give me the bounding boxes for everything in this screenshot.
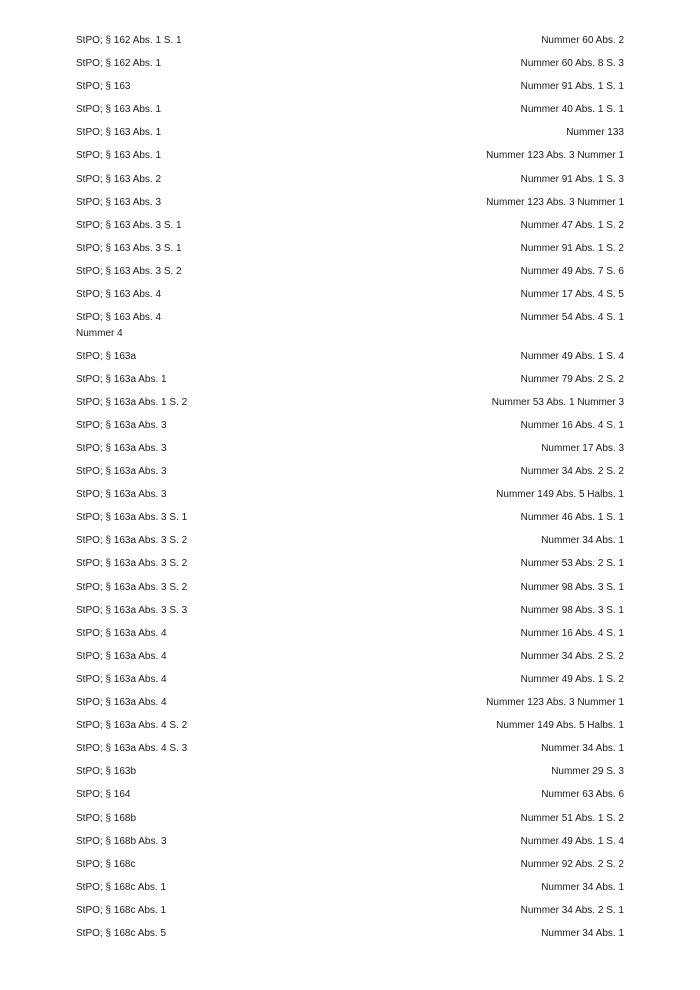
guideline-reference: Nummer 98 Abs. 3 S. 1 [520,604,624,616]
guideline-reference: Nummer 53 Abs. 1 Nummer 3 [491,396,624,408]
index-entry [76,809,624,832]
index-entry [76,531,624,554]
law-citation-text: StPO; § 168c Abs. 1 [76,904,167,916]
law-citation [76,670,167,688]
law-citation [76,31,182,49]
law-citation-text: StPO; § 163a Abs. 3 [76,489,167,501]
law-citation [76,193,161,211]
law-citation [76,531,187,549]
law-citation-text: StPO; § 163a Abs. 3 [76,466,167,478]
law-citation-text: StPO; § 163b [76,766,137,778]
index-entry [76,601,624,624]
law-citation [76,878,166,896]
guideline-reference: Nummer 34 Abs. 1 [541,881,624,893]
law-citation [76,716,187,734]
law-citation-text: StPO; § 163a Abs. 3 S. 2 [76,535,188,547]
index-entry [76,578,624,601]
law-citation-text: StPO; § 163a Abs. 4 S. 2 [76,720,188,732]
law-citation [76,924,166,942]
guideline-reference: Nummer 47 Abs. 1 S. 2 [520,219,624,231]
law-citation-text: StPO; § 163 [76,81,131,93]
law-citation-text: StPO; § 163a [76,350,137,362]
guideline-reference: Nummer 123 Abs. 3 Nummer 1 [486,697,624,709]
law-citation [76,554,187,572]
index-entry [76,285,624,308]
index-entry [76,170,624,193]
law-citation [76,485,167,503]
index-entry [76,31,624,54]
guideline-reference: Nummer 149 Abs. 5 Halbs. 1 [496,720,624,732]
law-citation [76,832,167,850]
index-entry [76,832,624,855]
law-citation-text: StPO; § 163 Abs. 1 [76,127,162,139]
law-citation-text: StPO; § 163 Abs. 4 [76,312,162,324]
law-citation [76,54,161,72]
law-citation [76,416,167,434]
law-citation [76,624,167,642]
guideline-reference: Nummer 51 Abs. 1 S. 2 [520,812,624,824]
index-entry [76,624,624,647]
guideline-reference: Nummer 49 Abs. 1 S. 2 [520,673,624,685]
law-citation-text: StPO; § 168c [76,858,136,870]
law-citation-text: StPO; § 162 Abs. 1 S. 1 [76,35,182,46]
index-entry [76,855,624,878]
law-citation [76,308,161,342]
index-entry [76,693,624,716]
guideline-reference: Nummer 54 Abs. 4 S. 1 [520,312,624,324]
index-entry [76,100,624,123]
index-entry [76,785,624,808]
guideline-reference: Nummer 16 Abs. 4 S. 1 [520,419,624,431]
guideline-reference: Nummer 46 Abs. 1 S. 1 [520,512,624,524]
guideline-reference: Nummer 123 Abs. 3 Nummer 1 [486,150,624,162]
law-citation [76,508,187,526]
guideline-reference: Nummer 34 Abs. 1 [541,927,624,939]
law-citation-continuation: Nummer 4 [76,328,123,340]
law-citation [76,347,136,365]
law-citation-text: StPO; § 163a Abs. 3 [76,419,167,431]
law-citation-text: StPO; § 163 Abs. 1 [76,104,162,116]
guideline-reference: Nummer 34 Abs. 2 S. 2 [520,466,624,478]
law-citation-text: StPO; § 163a Abs. 3 S. 2 [76,581,188,593]
law-citation-text: StPO; § 162 Abs. 1 [76,58,162,70]
law-citation-text: StPO; § 163a Abs. 1 [76,373,167,385]
index-entry [76,485,624,508]
law-citation [76,239,182,257]
guideline-reference: Nummer 92 Abs. 2 S. 2 [520,858,624,870]
guideline-reference: Nummer 149 Abs. 5 Halbs. 1 [496,489,624,501]
guideline-reference: Nummer 60 Abs. 2 [541,35,624,46]
law-citation-text: StPO; § 163a Abs. 4 S. 3 [76,743,188,755]
law-citation-text: StPO; § 163 Abs. 3 S. 2 [76,265,182,277]
law-citation [76,901,166,919]
law-citation-text: StPO; § 163a Abs. 4 [76,627,167,639]
index-entry [76,393,624,416]
index-entry [76,716,624,739]
law-citation-text: StPO; § 163 Abs. 2 [76,173,162,185]
guideline-reference: Nummer 91 Abs. 1 S. 3 [520,173,624,185]
law-citation [76,601,187,619]
guideline-reference: Nummer 98 Abs. 3 S. 1 [520,581,624,593]
law-citation-text: StPO; § 164 [76,789,131,801]
law-citation-text: StPO; § 163a Abs. 4 [76,697,167,709]
index-entry [76,878,624,901]
law-citation [76,462,167,480]
index-entry [76,416,624,439]
law-citation-text: StPO; § 168b Abs. 3 [76,835,167,847]
law-citation [76,146,161,164]
guideline-reference: Nummer 17 Abs. 4 S. 5 [520,289,624,301]
index-entry [76,739,624,762]
law-citation [76,285,161,303]
index-entry [76,901,624,924]
law-citation-text: StPO; § 163a Abs. 4 [76,650,167,662]
index-entry [76,239,624,262]
index-entry [76,554,624,577]
law-citation-text: StPO; § 168c Abs. 1 [76,881,167,893]
law-citation [76,739,187,757]
index-entry [76,370,624,393]
guideline-reference: Nummer 49 Abs. 1 S. 4 [520,835,624,847]
index-entry [76,347,624,370]
law-citation [76,216,182,234]
law-citation-text: StPO; § 163 Abs. 1 [76,150,162,162]
law-citation-text: StPO; § 163a Abs. 1 S. 2 [76,396,188,408]
law-citation [76,785,130,803]
index-entry [76,123,624,146]
guideline-reference: Nummer 34 Abs. 2 S. 1 [520,904,624,916]
index-entry [76,647,624,670]
law-citation [76,100,161,118]
law-citation [76,809,136,827]
law-citation [76,170,161,188]
index-entry [76,262,624,285]
law-citation [76,855,135,873]
law-citation [76,262,182,280]
law-citation [76,123,161,141]
law-citation-text: StPO; § 163a Abs. 3 S. 3 [76,604,188,616]
index-entry [76,146,624,169]
law-citation-text: StPO; § 163a Abs. 3 S. 2 [76,558,188,570]
law-citation-text: StPO; § 163 Abs. 3 S. 1 [76,242,182,254]
law-citation [76,762,136,780]
guideline-reference: Nummer 34 Abs. 1 [541,535,624,547]
guideline-reference: Nummer 123 Abs. 3 Nummer 1 [486,196,624,208]
guideline-reference: Nummer 79 Abs. 2 S. 2 [520,373,624,385]
law-reference-index [76,31,624,947]
index-entry [76,508,624,531]
guideline-reference: Nummer 91 Abs. 1 S. 1 [520,81,624,93]
law-citation-text: StPO; § 168c Abs. 5 [76,927,167,939]
index-entry [76,462,624,485]
index-entry [76,54,624,77]
guideline-reference: Nummer 40 Abs. 1 S. 1 [520,104,624,116]
law-citation-text: StPO; § 163a Abs. 3 [76,443,167,454]
index-entry [76,670,624,693]
index-entry [76,762,624,785]
index-entry [76,924,624,947]
guideline-reference: Nummer 91 Abs. 1 S. 2 [520,242,624,254]
law-citation [76,370,167,388]
law-citation-text: StPO; § 163 Abs. 3 S. 1 [76,219,182,231]
guideline-reference: Nummer 34 Abs. 1 [541,743,624,755]
guideline-reference: Nummer 133 [566,127,624,139]
guideline-reference: Nummer 17 Abs. 3 [541,443,624,454]
law-citation [76,439,167,457]
law-citation [76,647,167,665]
law-citation [76,578,187,596]
index-entry [76,216,624,239]
law-citation-text: StPO; § 163 Abs. 3 [76,196,162,208]
index-entry [76,193,624,216]
index-entry [76,439,624,462]
guideline-reference: Nummer 29 S. 3 [551,766,624,778]
guideline-reference: Nummer 16 Abs. 4 S. 1 [520,627,624,639]
guideline-reference: Nummer 49 Abs. 7 S. 6 [520,265,624,277]
index-entry [76,77,624,100]
law-citation-text: StPO; § 163a Abs. 4 [76,673,167,685]
guideline-reference: Nummer 34 Abs. 2 S. 2 [520,650,624,662]
guideline-reference: Nummer 60 Abs. 8 S. 3 [520,58,624,70]
law-citation-text: StPO; § 163 Abs. 4 [76,289,162,301]
index-entry [76,308,624,347]
law-citation [76,693,167,711]
law-citation [76,77,130,95]
guideline-reference: Nummer 49 Abs. 1 S. 4 [520,350,624,362]
law-citation-text: StPO; § 168b [76,812,137,824]
law-citation-text: StPO; § 163a Abs. 3 S. 1 [76,512,188,524]
law-citation [76,393,187,411]
guideline-reference: Nummer 63 Abs. 6 [541,789,624,801]
guideline-reference: Nummer 53 Abs. 2 S. 1 [520,558,624,570]
